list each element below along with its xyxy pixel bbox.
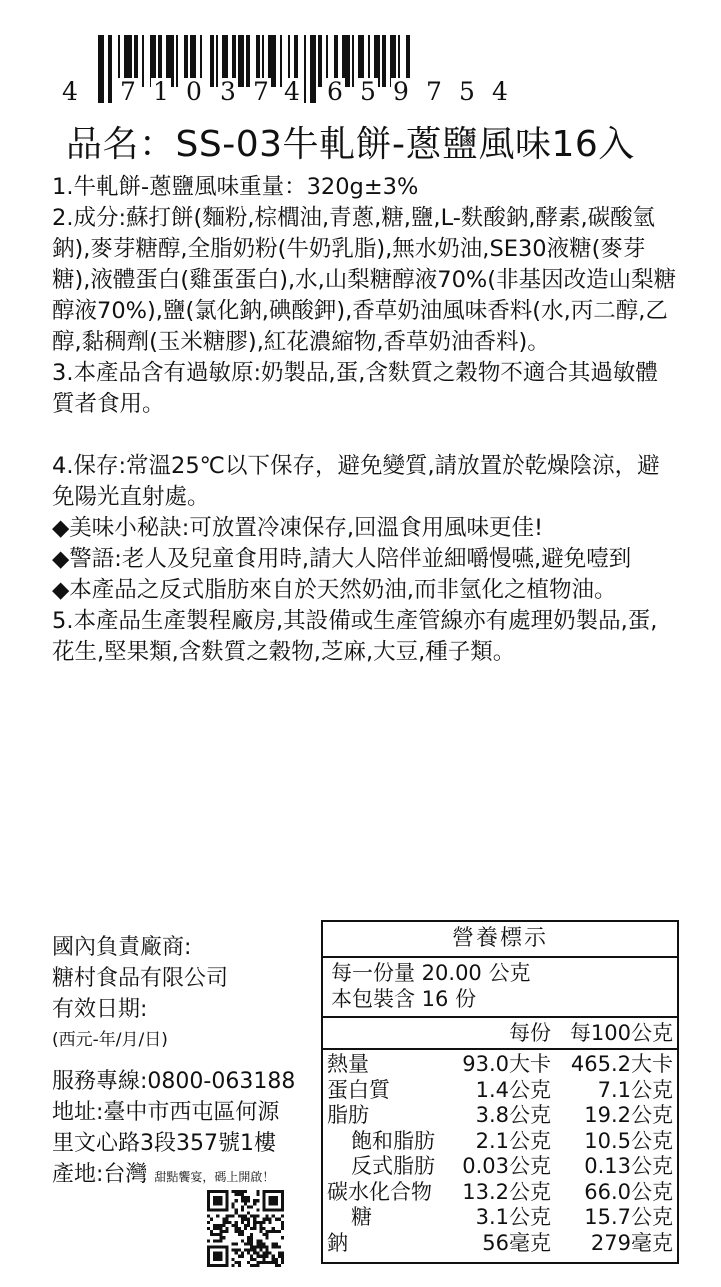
qr-module	[235, 1230, 238, 1233]
qr-module	[210, 1218, 213, 1221]
qr-module	[250, 1239, 253, 1242]
qr-module	[244, 1249, 247, 1252]
qr-module	[262, 1261, 265, 1264]
qr-module	[256, 1199, 259, 1202]
facility-note: 5.本產品生產製程廠房,其設備或生產管線亦有處理奶製品,蛋,花生,堅果類,含麩質之穀物,芝麻,大豆,種子類。	[52, 608, 658, 665]
qr-module	[232, 1215, 235, 1218]
product-title: 品名：SS-03牛軋餅-蔥鹽風味16入	[66, 124, 635, 165]
qr-module	[259, 1239, 262, 1242]
qr-module	[266, 1249, 269, 1252]
qr-module	[247, 1218, 250, 1221]
per-serving-value: 93.0大卡	[462, 1052, 551, 1076]
qr-module	[250, 1233, 253, 1236]
qr-module	[250, 1215, 253, 1218]
barcode-digit: 7	[426, 77, 442, 106]
qr-code-icon[interactable]	[207, 1190, 284, 1267]
per-100g-value: 15.7公克	[584, 1205, 673, 1229]
col-per-100g: 每100公克	[569, 1021, 673, 1045]
qr-module	[262, 1252, 265, 1255]
qr-module	[266, 1261, 269, 1264]
qr-module	[213, 1196, 222, 1205]
ingredients-text: 2.成分:蘇打餅(麵粉,棕櫚油,青蔥,糖,鹽,L-麩酸鈉,酵素,碳酸氫鈉),麥芽糖醇,全脂奶粉(牛奶乳脂),無水奶油,SE30液糖(麥芽糖),液體蛋白(雞蛋蛋白),水,山梨糖醇液70%(非基因改造山梨糖醇液70%),鹽(氯化鈉,碘酸鉀),香草奶油風味香料(水,丙二醇,乙醇,黏稠劑(玉米糖膠),紅花濃縮物,香草奶油香料)。	[52, 205, 677, 355]
origin-text: 產地:台灣	[52, 1162, 148, 1187]
qr-module	[232, 1202, 235, 1205]
qr-module	[241, 1205, 244, 1208]
qr-module	[281, 1227, 284, 1230]
qr-module	[238, 1190, 241, 1193]
per-100g-value: 10.5公克	[584, 1128, 673, 1153]
nutrient-name: 鈉	[327, 1230, 348, 1255]
warning-text: ◆警語:老人及兒童食用時,請大人陪伴並細嚼慢嚥,避免噎到	[52, 546, 632, 572]
qr-module	[207, 1227, 210, 1230]
nutrient-name: 飽和脂肪	[351, 1128, 435, 1153]
qr-module	[266, 1233, 269, 1236]
qr-module	[219, 1239, 222, 1242]
qr-module	[262, 1255, 265, 1258]
qr-module	[272, 1230, 275, 1233]
qr-module	[256, 1208, 259, 1211]
qr-module	[225, 1227, 228, 1230]
barcode-digit: 1	[153, 77, 169, 106]
qr-module	[238, 1215, 241, 1218]
qr-module	[259, 1249, 262, 1252]
qr-module	[281, 1221, 284, 1224]
qr-module	[256, 1215, 259, 1218]
qr-module	[244, 1242, 247, 1245]
qr-module	[266, 1215, 269, 1218]
qr-module	[225, 1215, 228, 1218]
qr-module	[247, 1221, 250, 1224]
barcode-digit: 3	[220, 77, 236, 106]
serving-size: 每一份量 20.00 公克	[331, 961, 531, 985]
qr-module	[216, 1227, 219, 1230]
qr-module	[244, 1227, 247, 1230]
qr-module	[269, 1261, 272, 1264]
qr-module	[241, 1221, 244, 1224]
qr-module	[256, 1242, 259, 1245]
qr-module	[253, 1227, 256, 1230]
qr-module	[241, 1215, 244, 1218]
nutrient-name: 熱量	[327, 1052, 369, 1076]
qr-module	[244, 1190, 247, 1193]
nutrition-row	[323, 1231, 677, 1257]
qr-module	[266, 1218, 269, 1221]
qr-module	[275, 1261, 278, 1264]
qr-module	[253, 1245, 256, 1248]
qr-module	[244, 1202, 247, 1205]
qr-module	[244, 1215, 247, 1218]
qr-module	[235, 1208, 238, 1211]
qr-module	[250, 1242, 253, 1245]
qr-module	[244, 1199, 247, 1202]
qr-module	[250, 1258, 253, 1261]
per-serving-value: 56毫克	[482, 1230, 551, 1255]
qr-module	[222, 1236, 225, 1239]
qr-module	[222, 1221, 225, 1224]
qr-module	[256, 1264, 259, 1267]
qr-module	[232, 1224, 235, 1227]
per-100g-value: 465.2大卡	[570, 1052, 673, 1076]
qr-module	[241, 1193, 244, 1196]
qr-module	[269, 1230, 272, 1233]
qr-module	[262, 1221, 265, 1224]
nutrient-name: 脂肪	[327, 1103, 369, 1127]
qr-module	[253, 1264, 256, 1267]
qr-module	[232, 1190, 235, 1193]
expiry-format: (西元-年/月/日)	[52, 1030, 168, 1050]
qr-module	[232, 1249, 235, 1252]
qr-module	[253, 1258, 256, 1261]
qr-module	[262, 1242, 265, 1245]
per-serving-value: 0.03公克	[462, 1154, 551, 1178]
qr-module	[266, 1255, 269, 1258]
qr-module	[222, 1218, 225, 1221]
qr-module	[253, 1199, 256, 1202]
per-serving-value: 2.1公克	[475, 1128, 551, 1153]
qr-module	[250, 1249, 253, 1252]
qr-module	[253, 1202, 256, 1205]
qr-module	[272, 1242, 275, 1245]
qr-module	[213, 1233, 216, 1236]
qr-module	[278, 1230, 281, 1233]
barcode-digit: 4	[284, 77, 300, 106]
qr-module	[275, 1230, 278, 1233]
qr-module	[247, 1261, 250, 1264]
qr-module	[278, 1245, 281, 1248]
qr-module	[216, 1239, 219, 1242]
qr-module	[256, 1261, 259, 1264]
qr-module	[272, 1255, 275, 1258]
barcode-digit: 9	[393, 77, 409, 106]
qr-module	[272, 1245, 275, 1248]
qr-module	[235, 1252, 238, 1255]
qr-module	[235, 1224, 238, 1227]
qr-module	[229, 1215, 232, 1218]
col-per-serving: 每份	[509, 1021, 551, 1045]
qr-module	[250, 1264, 253, 1267]
qr-module	[259, 1245, 262, 1248]
expiry-label: 有效日期:	[52, 997, 148, 1022]
qr-module	[235, 1199, 238, 1202]
qr-module	[247, 1236, 250, 1239]
qr-module	[219, 1233, 222, 1236]
qr-module	[269, 1218, 272, 1221]
qr-module	[225, 1221, 228, 1224]
qr-module	[269, 1196, 278, 1205]
barcode-digit: 6	[327, 77, 343, 106]
qr-module	[259, 1261, 262, 1264]
qr-module	[241, 1199, 244, 1202]
qr-module	[241, 1196, 244, 1199]
qr-module	[225, 1218, 228, 1221]
nutrient-name: 反式脂肪	[351, 1154, 435, 1178]
qr-module	[256, 1221, 259, 1224]
qr-module	[241, 1233, 244, 1236]
qr-module	[247, 1239, 250, 1242]
qr-module	[238, 1193, 241, 1196]
qr-module	[253, 1218, 256, 1221]
nutrition-row	[323, 1078, 677, 1104]
qr-module	[250, 1255, 253, 1258]
qr-module	[219, 1227, 222, 1230]
qr-module	[222, 1224, 225, 1227]
address-line-1: 地址:臺中市西屯區何源	[52, 1100, 280, 1125]
qr-module	[272, 1261, 275, 1264]
per-100g-value: 0.13公克	[584, 1154, 673, 1178]
qr-module	[216, 1233, 219, 1236]
qr-module	[219, 1230, 222, 1233]
qr-module	[238, 1261, 241, 1264]
qr-module	[259, 1242, 262, 1245]
qr-module	[275, 1218, 278, 1221]
qr-module	[259, 1224, 262, 1227]
qr-module	[244, 1224, 247, 1227]
nutrient-name: 碳水化合物	[327, 1179, 432, 1204]
qr-module	[247, 1249, 250, 1252]
qr-module	[229, 1221, 232, 1224]
qr-module	[250, 1245, 253, 1248]
qr-module	[238, 1227, 241, 1230]
qr-module	[207, 1239, 210, 1242]
qr-module	[235, 1227, 238, 1230]
allergen-text: 3.本產品含有過敏原:奶製品,蛋,含麩質之穀物不適合其過敏體質者食用。	[52, 360, 658, 417]
qr-module	[207, 1215, 210, 1218]
qr-module	[247, 1224, 250, 1227]
nutrition-row	[323, 1154, 677, 1180]
qr-module	[216, 1224, 219, 1227]
qr-module	[266, 1245, 269, 1248]
servings-per-package: 本包裝含 16 份	[331, 987, 477, 1011]
qr-module	[213, 1224, 216, 1227]
nutrient-name: 糖	[351, 1205, 372, 1229]
qr-module	[278, 1252, 281, 1255]
qr-module	[241, 1190, 244, 1193]
manufacturer-label: 國內負責廠商:	[52, 935, 192, 960]
qr-module	[266, 1252, 269, 1255]
nutrition-header	[323, 1018, 677, 1050]
qr-module	[262, 1245, 265, 1248]
qr-module	[253, 1221, 256, 1224]
per-serving-value: 3.1公克	[475, 1205, 551, 1229]
qr-module	[281, 1258, 284, 1261]
qr-module	[241, 1252, 244, 1255]
qr-module	[213, 1252, 222, 1261]
qr-module	[244, 1196, 247, 1199]
barcode-digit: 5	[459, 77, 475, 106]
per-serving-value: 13.2公克	[462, 1179, 551, 1204]
qr-module	[238, 1264, 241, 1267]
qr-module	[256, 1190, 259, 1193]
qr-module	[272, 1215, 275, 1218]
barcode-digit: 4	[62, 77, 78, 106]
paragraph-gap	[52, 420, 677, 451]
qr-module	[269, 1252, 272, 1255]
manufacturer-name: 糖村食品有限公司	[52, 966, 229, 991]
qr-module	[281, 1255, 284, 1258]
qr-module	[259, 1227, 262, 1230]
qr-module	[222, 1230, 225, 1233]
nutrition-rows	[323, 1050, 677, 1256]
qr-module	[253, 1224, 256, 1227]
barcode-digit: 0	[186, 77, 202, 106]
nutrition-title: 營養標示	[323, 922, 677, 958]
qr-module	[247, 1242, 250, 1245]
qr-module	[278, 1218, 281, 1221]
tip-text: ◆美味小秘訣:可放置冷凍保存,回溫食用風味更佳!	[52, 515, 544, 541]
barcode-digit: 5	[360, 77, 376, 106]
qr-module	[256, 1252, 259, 1255]
barcode-digit: 7	[253, 77, 269, 106]
qr-module	[241, 1218, 244, 1221]
qr-module	[281, 1224, 284, 1227]
qr-module	[250, 1236, 253, 1239]
qr-module	[235, 1221, 238, 1224]
qr-module	[256, 1239, 259, 1242]
qr-module	[256, 1255, 259, 1258]
barcode-digits	[60, 78, 520, 106]
barcode-digit: 4	[492, 77, 508, 106]
serving-info	[323, 958, 677, 1018]
qr-module	[262, 1218, 265, 1221]
qr-module	[238, 1249, 241, 1252]
qr-module	[259, 1230, 262, 1233]
per-100g-value: 19.2公克	[584, 1103, 673, 1127]
nutrition-row	[323, 1052, 677, 1078]
qr-module	[272, 1227, 275, 1230]
per-100g-value: 7.1公克	[597, 1077, 673, 1102]
qr-module	[207, 1221, 210, 1224]
qr-module	[244, 1218, 247, 1221]
qr-module	[269, 1221, 272, 1224]
qr-module	[256, 1245, 259, 1248]
qr-module	[266, 1236, 269, 1239]
qr-module	[281, 1252, 284, 1255]
qr-module	[250, 1227, 253, 1230]
qr-module	[235, 1212, 238, 1215]
qr-module	[216, 1215, 219, 1218]
qr-module	[241, 1239, 244, 1242]
qr-module	[238, 1230, 241, 1233]
qr-module	[278, 1255, 281, 1258]
qr-module	[232, 1264, 235, 1267]
nutrition-row	[323, 1180, 677, 1206]
qr-module	[247, 1205, 250, 1208]
qr-module	[213, 1227, 216, 1230]
qr-module	[241, 1230, 244, 1233]
qr-module	[235, 1249, 238, 1252]
qr-module	[232, 1205, 235, 1208]
qr-module	[253, 1249, 256, 1252]
qr-module	[238, 1255, 241, 1258]
nutrition-row	[323, 1129, 677, 1155]
qr-module	[281, 1215, 284, 1218]
qr-module	[235, 1193, 238, 1196]
qr-module	[213, 1239, 216, 1242]
qr-module	[259, 1255, 262, 1258]
qr-module	[210, 1233, 213, 1236]
qr-module	[262, 1258, 265, 1261]
qr-module	[247, 1196, 250, 1199]
qr-module	[235, 1261, 238, 1264]
nutrition-facts-table	[321, 920, 679, 1264]
per-100g-value: 66.0公克	[584, 1179, 673, 1204]
nutrition-row	[323, 1103, 677, 1129]
qr-module	[241, 1255, 244, 1258]
barcode-digit: 7	[120, 77, 136, 106]
qr-module	[235, 1190, 238, 1193]
qr-module	[247, 1199, 250, 1202]
qr-module	[281, 1261, 284, 1264]
qr-module	[278, 1264, 281, 1267]
qr-slogan: 甜點饗宴，碼上開啟！	[154, 1170, 275, 1184]
qr-module	[275, 1258, 278, 1261]
qr-module	[253, 1252, 256, 1255]
qr-module	[262, 1233, 265, 1236]
qr-module	[275, 1264, 278, 1267]
qr-module	[210, 1230, 213, 1233]
per-100g-value: 279毫克	[590, 1230, 673, 1255]
per-serving-value: 1.4公克	[475, 1077, 551, 1102]
nutrition-row	[323, 1205, 677, 1231]
qr-module	[235, 1242, 238, 1245]
nutrient-name: 蛋白質	[327, 1077, 390, 1102]
trans-fat-note: ◆本產品之反式脂肪來自於天然奶油,而非氫化之植物油。	[52, 577, 617, 603]
address-line-2: 里文心路3段357號1樓	[52, 1131, 276, 1156]
qr-module	[247, 1212, 250, 1215]
qr-module	[225, 1230, 228, 1233]
qr-module	[256, 1193, 259, 1196]
qr-module	[241, 1208, 244, 1211]
storage-text: 4.保存:常溫25℃以下保存，避免變質,請放置於乾燥陰涼，避免陽光直射處。	[52, 453, 660, 510]
qr-module	[259, 1221, 262, 1224]
qr-module	[266, 1230, 269, 1233]
qr-module	[219, 1224, 222, 1227]
net-weight-text: 1.牛軋餅-蔥鹽風味重量：320g±3%	[52, 174, 419, 200]
per-serving-value: 3.8公克	[475, 1103, 551, 1127]
qr-module	[250, 1205, 253, 1208]
service-hotline: 服務專線:0800-063188	[52, 1069, 296, 1094]
qr-module	[232, 1258, 235, 1261]
qr-module	[219, 1236, 222, 1239]
qr-module	[247, 1252, 250, 1255]
qr-module	[281, 1236, 284, 1239]
qr-module	[253, 1215, 256, 1218]
qr-module	[275, 1242, 278, 1245]
qr-module	[275, 1245, 278, 1248]
qr-module	[272, 1258, 275, 1261]
product-description	[52, 172, 677, 668]
manufacturer-info	[52, 932, 322, 1193]
qr-module	[262, 1227, 265, 1230]
qr-module	[238, 1233, 241, 1236]
qr-module	[232, 1242, 235, 1245]
